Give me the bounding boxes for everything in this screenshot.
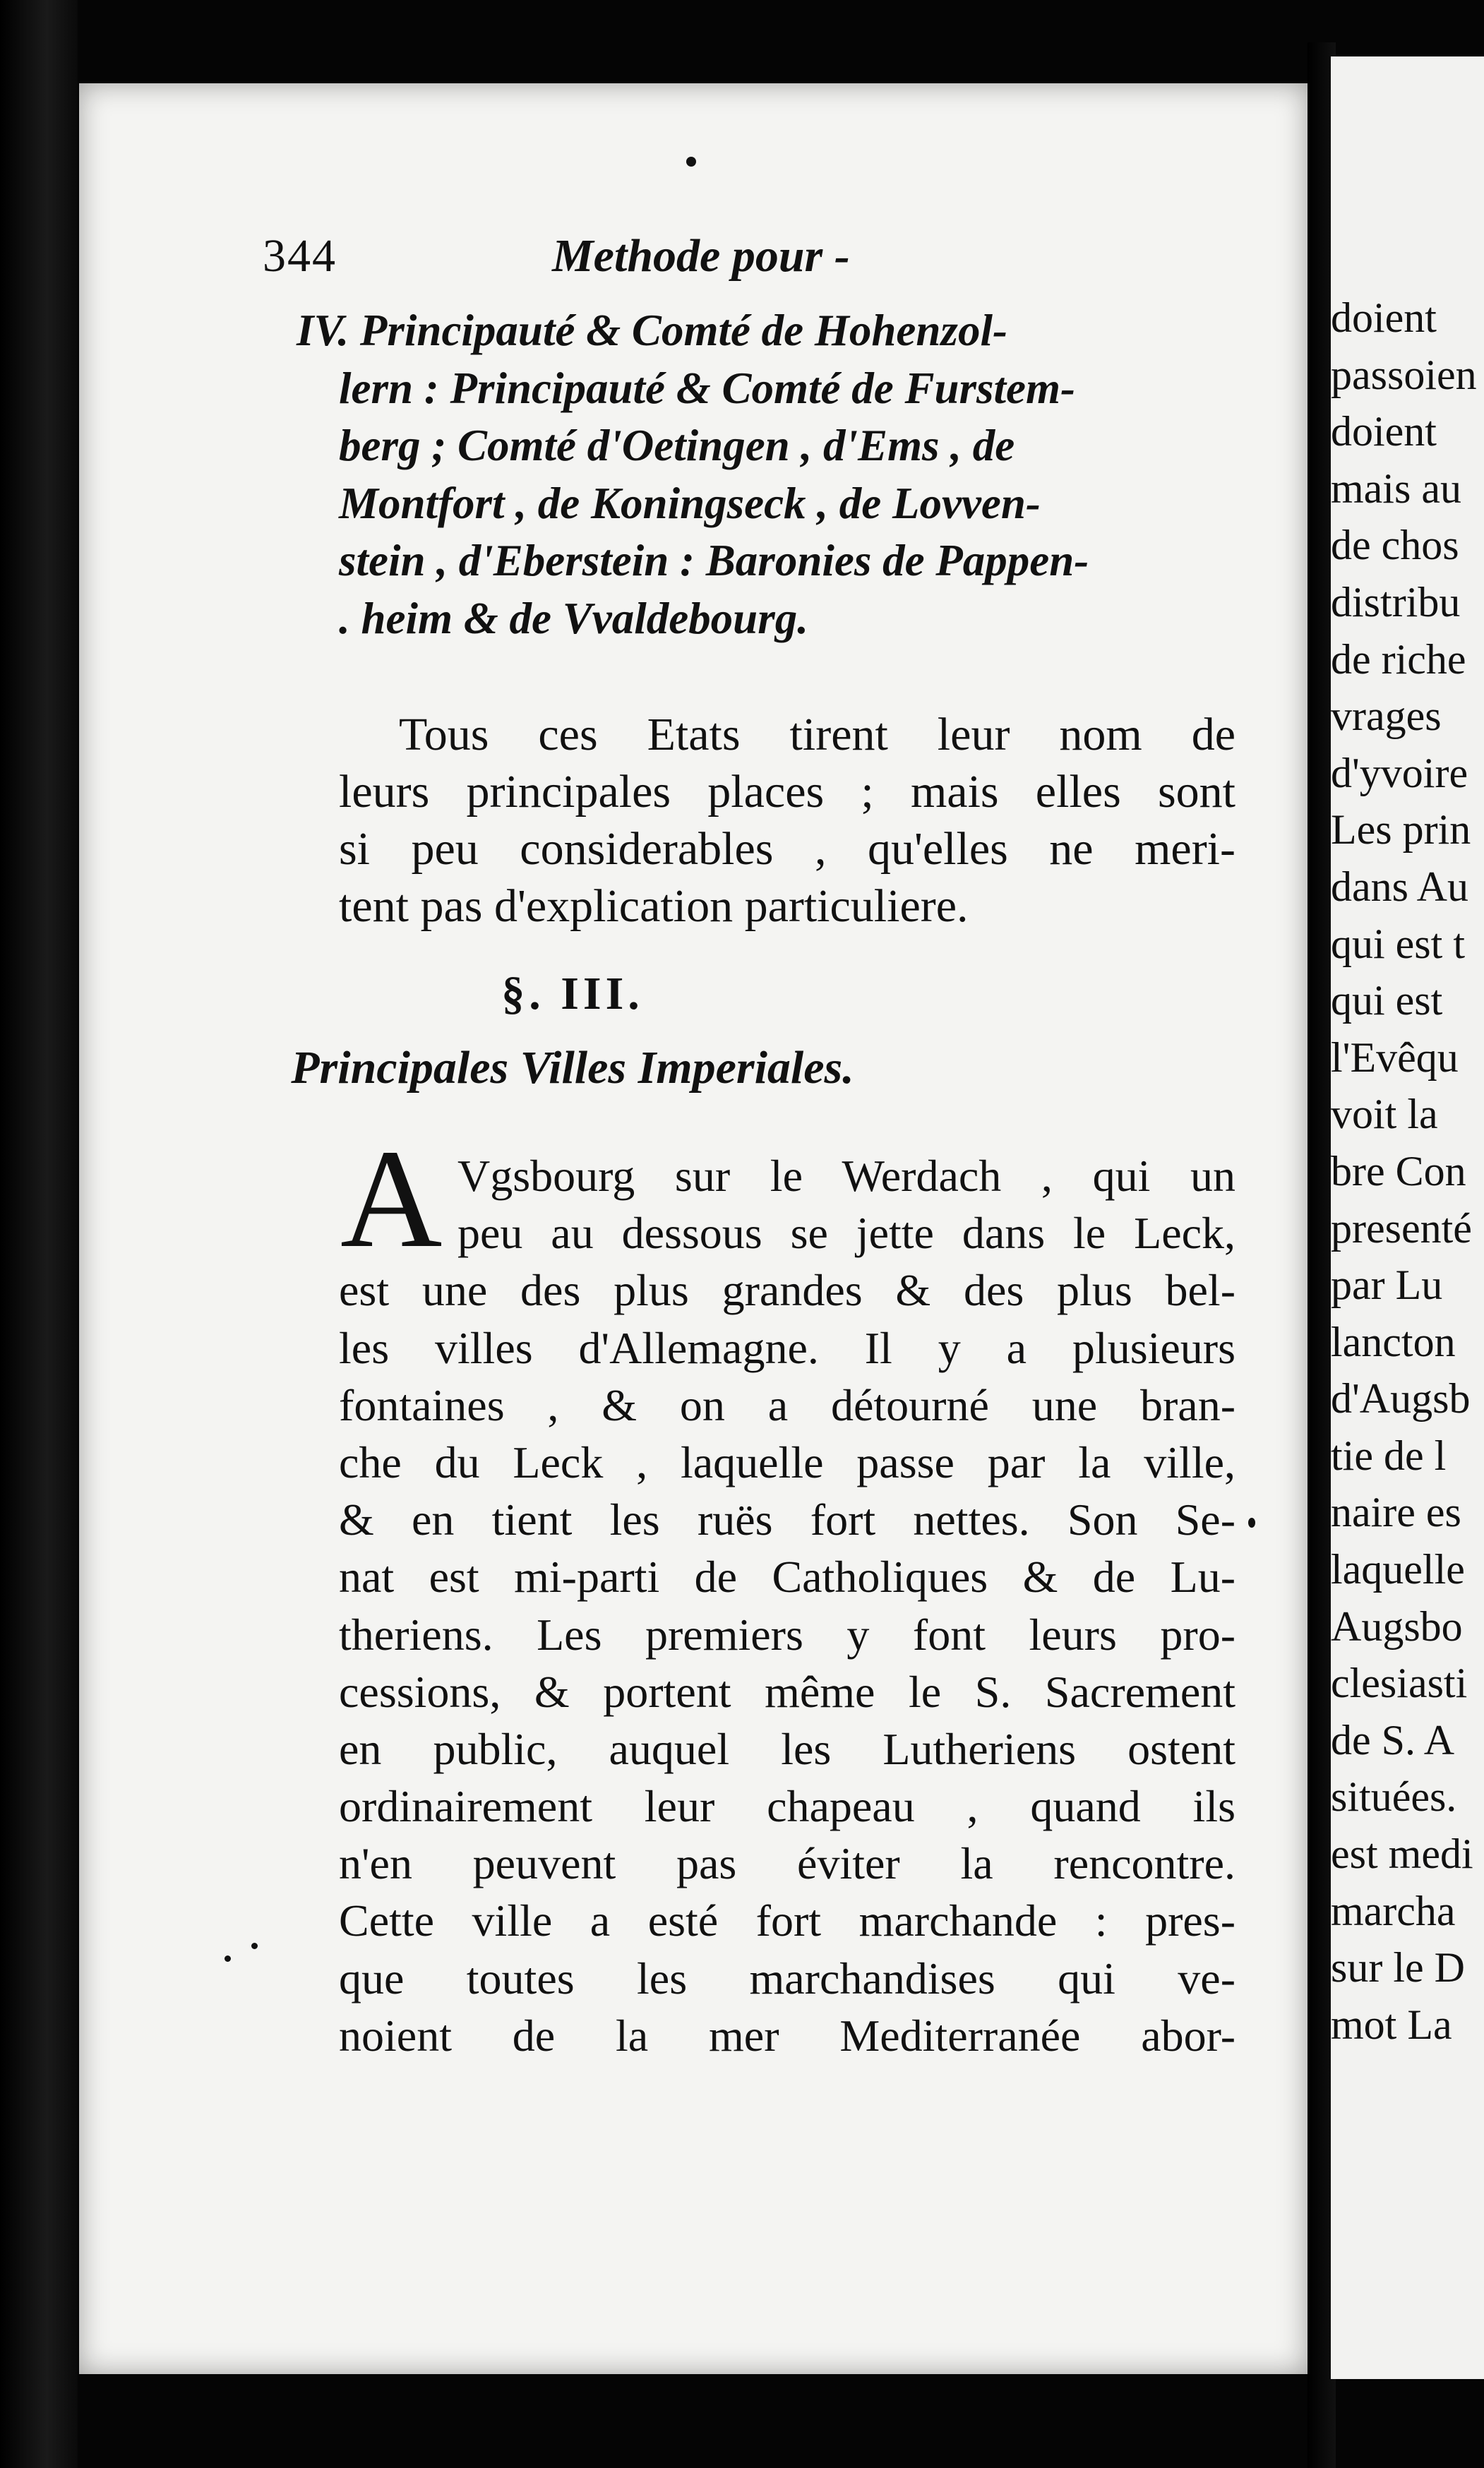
facing-line: d'Augsb	[1331, 1375, 1471, 1422]
facing-line: passoien	[1331, 351, 1477, 398]
ink-speck	[686, 157, 696, 167]
facing-line: distribu	[1331, 578, 1461, 625]
section-number	[0, 967, 1484, 1021]
paragraph-line: & en tient les ruës fort nettes. Son Se-	[339, 1494, 1235, 1545]
heading-line: IV. Principauté & Comté de Hohenzol-	[297, 306, 1007, 355]
facing-line: de riche	[1331, 635, 1466, 683]
heading-line: stein , d'Eberstein : Baronies de Pappen-	[339, 536, 1089, 586]
facing-line: marcha	[1331, 1887, 1456, 1934]
section-title-text: Principales Villes Imperiales.	[291, 1042, 854, 1094]
heading-line: lern : Principauté & Comté de Furstem-	[339, 363, 1076, 413]
paragraph-line: Tous ces Etats tirent leur nom de	[399, 709, 1235, 760]
ink-speck	[225, 1955, 231, 1962]
paragraph-line: tent pas d'explication particuliere.	[339, 880, 969, 932]
facing-line: est medi	[1331, 1831, 1473, 1878]
paragraph-line: les villes d'Allemagne. Il y a plusieurs	[339, 1322, 1235, 1373]
facing-line: doient	[1331, 408, 1437, 455]
facing-page-text	[1331, 289, 1484, 2053]
facing-line: tie de l	[1331, 1432, 1447, 1479]
chapter-heading	[297, 302, 1235, 648]
scan-left-edge	[0, 0, 78, 2468]
paragraph-line: Vgsbourg sur le Werdach , qui un	[457, 1151, 1235, 1201]
facing-line: naire es	[1331, 1489, 1461, 1536]
paragraph-line: che du Leck , laquelle passe par la ville,	[339, 1437, 1235, 1487]
facing-line: clesiasti	[1331, 1660, 1468, 1707]
facing-line: Les prin	[1331, 806, 1471, 853]
facing-line: voit la	[1331, 1091, 1438, 1138]
section-title	[0, 1041, 1484, 1095]
page-number: 344	[263, 230, 337, 282]
paragraph-line: cessions, & portent même le S. Sacrement	[339, 1666, 1235, 1717]
ink-speck	[1248, 1518, 1255, 1528]
paragraph-line: peu au dessous se jette dans le Leck,	[457, 1208, 1235, 1259]
facing-line: lancton	[1331, 1318, 1456, 1365]
paragraph-line: theriens. Les premiers y font leurs pro-	[339, 1609, 1235, 1660]
paragraph-line: que toutes les marchandises qui ve-	[339, 1953, 1235, 2003]
paragraph-line: fontaines , & on a détourné une bran-	[339, 1379, 1235, 1430]
facing-line: mot La	[1331, 2001, 1452, 2048]
paragraph-line: n'en peuvent pas éviter la rencontre.	[339, 1838, 1235, 1889]
facing-line: qui est	[1331, 977, 1443, 1024]
section-number-text: §. III.	[501, 968, 644, 1019]
facing-line: dans Au	[1331, 863, 1468, 910]
heading-line: berg ; Comté d'Oetingen , d'Ems , de	[339, 421, 1015, 471]
paragraph-augsbourg	[339, 1147, 1235, 2064]
facing-line: par Lu	[1331, 1262, 1443, 1309]
drop-cap: A	[340, 1121, 443, 1277]
ink-speck	[251, 1943, 258, 1949]
facing-line: sur le D	[1331, 1944, 1465, 1991]
facing-line: vrages	[1331, 693, 1442, 740]
paragraph-line: noient de la mer Mediterranée abor-	[339, 2010, 1235, 2061]
paragraph-line: ordinairement leur chapeau , quand ils	[339, 1781, 1235, 1832]
paragraph-states	[339, 706, 1235, 935]
facing-line: presenté	[1331, 1204, 1472, 1252]
facing-line: de chos	[1331, 522, 1459, 569]
running-head	[263, 229, 983, 300]
paragraph-line: nat est mi-parti de Catholiques & de Lu-	[339, 1552, 1235, 1603]
paragraph-line: si peu considerables , qu'elles ne meri-	[339, 823, 1235, 875]
facing-line: mais au	[1331, 465, 1461, 512]
heading-line: . heim & de Vvaldebourg.	[339, 593, 808, 643]
facing-line: bre Con	[1331, 1147, 1466, 1194]
paragraph-line: Cette ville a esté fort marchande : pres-	[339, 1895, 1235, 1946]
facing-line: situées.	[1331, 1773, 1457, 1821]
facing-line: Augsbo	[1331, 1603, 1463, 1650]
facing-line: laquelle	[1331, 1546, 1465, 1593]
running-title: Methode pour -	[552, 230, 850, 282]
facing-line: l'Evêqu	[1331, 1034, 1459, 1081]
facing-line: doient	[1331, 294, 1437, 341]
facing-page	[1331, 56, 1484, 2379]
paragraph-line: leurs principales places ; mais elles sont	[339, 766, 1235, 817]
facing-line: d'yvoire	[1331, 749, 1468, 796]
facing-line: qui est t	[1331, 920, 1465, 967]
paragraph-line: en public, auquel les Lutheriens ostent	[339, 1723, 1235, 1774]
heading-line: Montfort , de Koningseck , de Lovven-	[339, 478, 1041, 528]
paragraph-line: est une des plus grandes & des plus bel-	[339, 1265, 1235, 1316]
facing-line: de S. A	[1331, 1716, 1455, 1763]
